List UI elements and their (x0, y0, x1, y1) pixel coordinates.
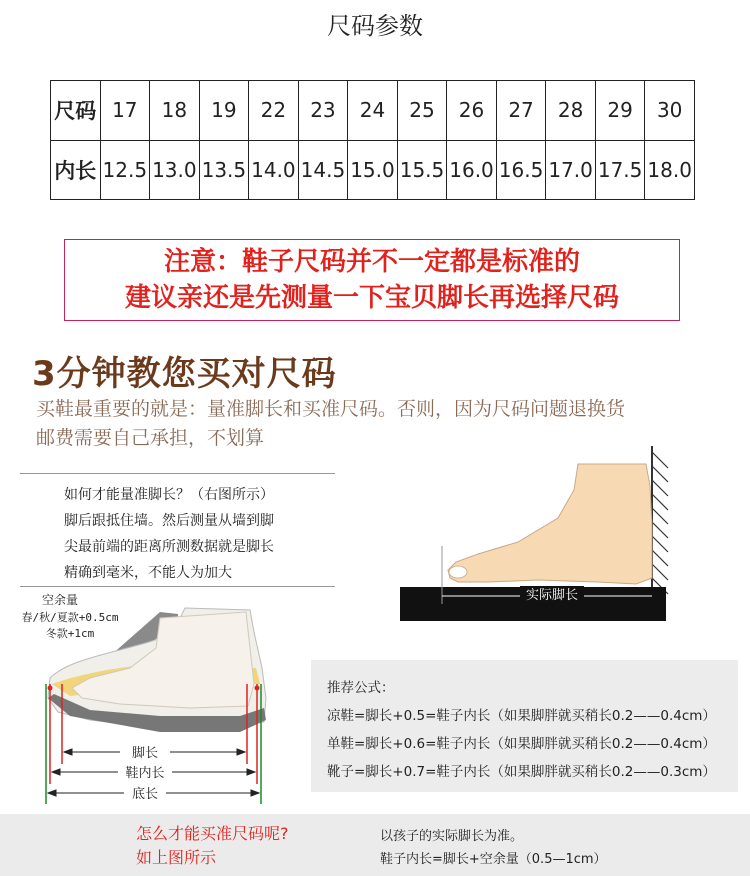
inner-length-cell: 15.0 (348, 140, 398, 200)
actual-foot-length-label: 实际脚长 (525, 588, 579, 603)
size-cell: 24 (348, 81, 398, 141)
inner-length-cell: 13.5 (199, 140, 249, 200)
divider (20, 473, 335, 474)
sole-length-label: 底长 (131, 787, 159, 802)
rule-2: 鞋子内长=脚长+空余量（0.5—1cm） (380, 852, 607, 867)
inner-length-cell: 17.0 (546, 140, 596, 200)
inner-length-label: 鞋内长 (125, 766, 165, 781)
foot-length-label: 脚长 (131, 746, 159, 761)
size-cell: 19 (199, 81, 249, 141)
inner-length-cell: 12.5 (100, 140, 150, 200)
measure-instructions (64, 482, 314, 586)
notice-line-2: 建议亲还是先测量一下宝贝脚长再选择尺码 (124, 283, 619, 313)
page-title: 尺码参数 (327, 12, 423, 40)
intro-text (36, 395, 716, 453)
instruction-line-1: 如何才能量准脚长？（右图所示） (64, 487, 274, 503)
section-heading: 3分钟教您买对尺码 (32, 354, 337, 394)
size-cell: 27 (496, 81, 546, 141)
inner-length-cell: 16.0 (447, 140, 497, 200)
intro-line-2: 邮费需要自己承担，不划算 (36, 427, 265, 449)
size-cell: 28 (546, 81, 596, 141)
inner-length-cell: 18.0 (645, 140, 695, 200)
instruction-line-4: 精确到毫米，不能人为加大 (64, 565, 232, 581)
instruction-line-3: 尖最前端的距离所测数据就是脚长 (64, 539, 274, 555)
size-cell: 29 (595, 81, 645, 141)
space-title: 空余量 (41, 593, 79, 607)
foot-shape (448, 464, 652, 584)
toe (449, 566, 467, 578)
inner-length-cell: 15.5 (397, 140, 447, 200)
question-text: 怎么才能买准尺码呢? (136, 824, 289, 843)
notice-line-1: 注意：鞋子尺码并不一定都是标准的 (163, 247, 580, 277)
formula-boots: 靴子=脚长+0.7=鞋子内长（如果脚胖就买稍长0.2——0.3cm） (327, 764, 716, 780)
size-cell: 25 (397, 81, 447, 141)
size-cell: 17 (100, 81, 150, 141)
size-cell: 26 (447, 81, 497, 141)
formula-sandals: 凉鞋=脚长+0.5=鞋子内长（如果脚胖就买稍长0.2——0.4cm） (327, 708, 716, 724)
answer-text: 如上图所示 (136, 848, 217, 867)
size-row (51, 81, 695, 141)
size-cell: 22 (249, 81, 299, 141)
inner-length-row-label: 内长 (51, 140, 101, 200)
divider (20, 586, 335, 587)
size-table (50, 80, 695, 200)
instruction-line-2: 脚后跟抵住墙。然后测量从墙到脚 (64, 513, 274, 529)
foot-measure-illustration (398, 446, 678, 626)
bottom-rules (380, 825, 607, 871)
wall-hatch (652, 452, 668, 594)
formula-single-shoes: 单鞋=脚长+0.6=鞋子内长（如果脚胖就买稍长0.2——0.4cm） (327, 736, 716, 752)
space-winter: 冬款+1cm (45, 627, 95, 640)
inner-length-cell: 13.0 (150, 140, 200, 200)
inner-length-cell: 17.5 (595, 140, 645, 200)
inner-length-row (51, 140, 695, 200)
shoe-length-illustration (10, 588, 310, 808)
rule-1: 以孩子的实际脚长为准。 (380, 829, 524, 844)
size-cell: 23 (298, 81, 348, 141)
inner-length-cell: 14.5 (298, 140, 348, 200)
bottom-band (0, 814, 750, 876)
space-spring: 春/秋/夏款+0.5cm (21, 611, 119, 624)
bottom-question (136, 822, 289, 870)
size-cell: 18 (150, 81, 200, 141)
inner-length-cell: 14.0 (249, 140, 299, 200)
formula-title: 推荐公式： (327, 680, 395, 696)
intro-line-1: 买鞋最重要的就是：量准脚长和买准尺码。否则，因为尺码问题退换货 (36, 398, 626, 420)
formula-box (311, 660, 738, 792)
size-cell: 30 (645, 81, 695, 141)
notice-box (64, 239, 680, 321)
size-row-label: 尺码 (51, 81, 101, 141)
inner-length-cell: 16.5 (496, 140, 546, 200)
